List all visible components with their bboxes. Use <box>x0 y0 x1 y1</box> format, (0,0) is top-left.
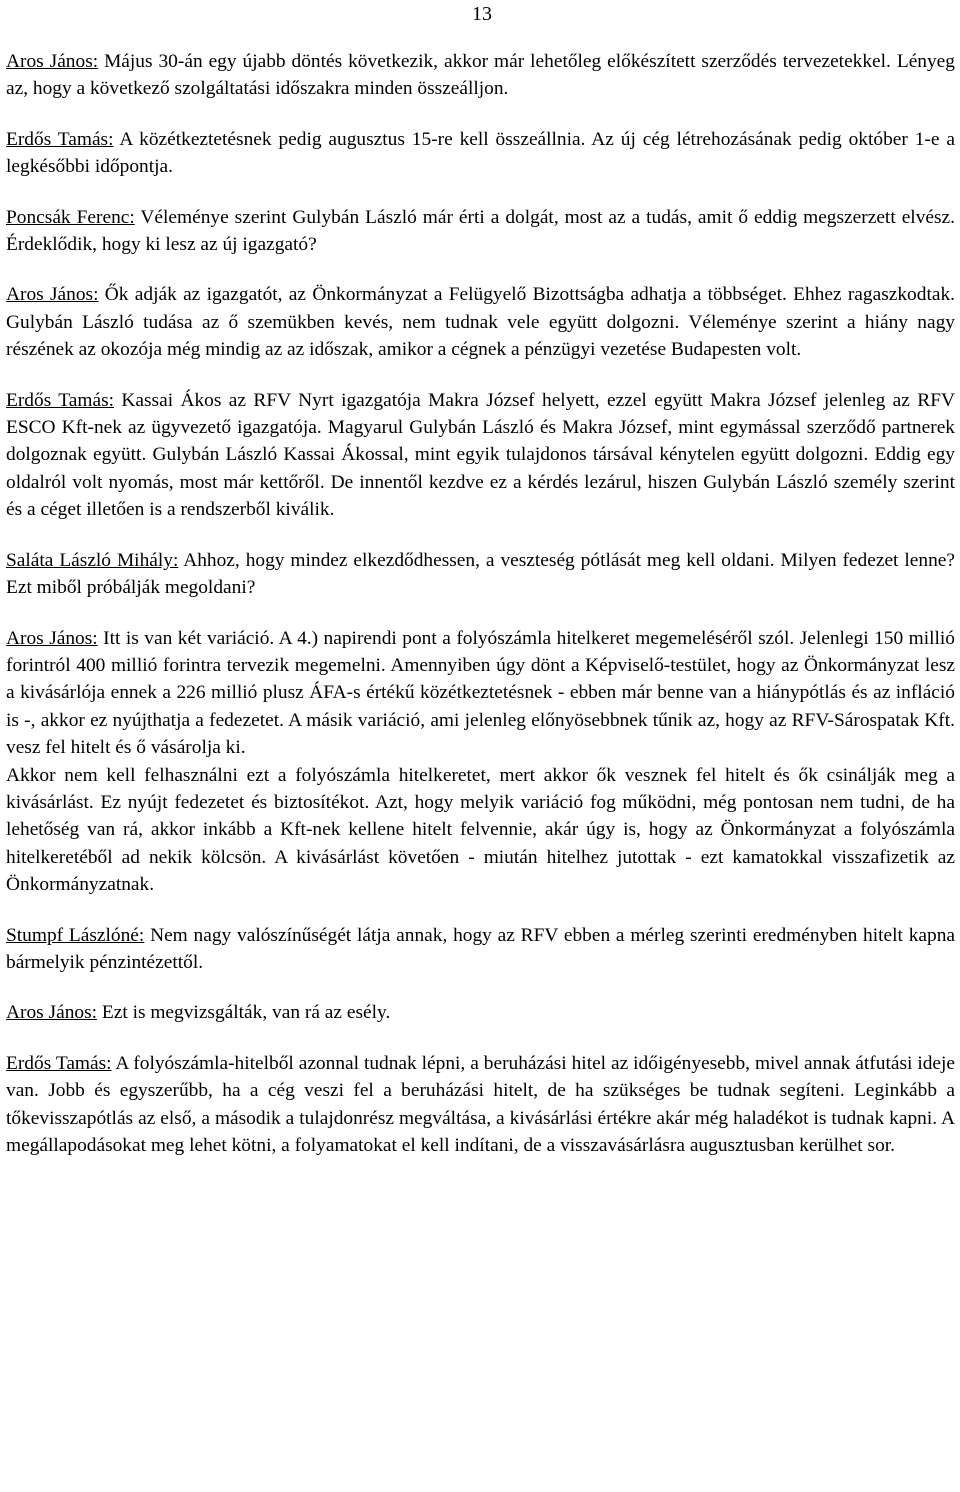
paragraph-text: A folyószámla-hitelből azonnal tudnak lépni, a beruházási hitel az időigényesebb, mivel annak átfutási ideje van. Jobb és egyszerűbb, ha a cég veszi fel a beruházási hitelt, de ha szükséges be tudnak segíteni. Leginkább a tőkevisszapótlás az első, a második a tulajdonrész megváltása, a kivásárlási értékre akár még haladékot is tudnak kapni. A megállapodásokat meg lehet kötni, a folyamatokat el kell indítani, de a visszavásárlásra augusztusban kerülhet sor. <box>6 1052 955 1156</box>
paragraph-6 <box>6 547 955 602</box>
paragraph-10 <box>6 999 955 1026</box>
paragraph-11 <box>6 1050 955 1160</box>
paragraph-5 <box>6 387 955 524</box>
paragraph-text: Nem nagy valószínűségét látja annak, hogy az RFV ebben a mérleg szerinti eredményben hitelt kapna bármelyik pénzintézettől. <box>6 924 955 973</box>
page-number: 13 <box>472 3 492 25</box>
paragraph-text: Itt is van két variáció. A 4.) napirendi pont a folyószámla hitelkeret megemeléséről szól. Jelenlegi 150 millió forintról 400 millió forintra tervezik megemelni. Amennyiben úgy dönt a Képviselő-testület, hogy az Önkormányzat lesz a kivásárlója ennek a 226 millió plusz ÁFA-s értékű közétkeztetésnek - ebben már benne van a hiánypótlás és az infláció is -, akkor ez nyújthatja a fedezetet. A másik variáció, ami jelenleg előnyösebbnek tűnik az, hogy az RFV-Sárospatak Kft. vesz fel hitelt és ő vásárolja ki. <box>6 627 956 759</box>
paragraph-text: Kassai Ákos az RFV Nyrt igazgatója Makra József helyett, ezzel együtt Makra József jelenleg az RFV ESCO Kft-nek az ügyvezető igazgatója. Magyarul Gulybán László és Makra József, mint egymással szerződő partnerek dolgoznak együtt. Gulybán László Kassai Ákossal, mint egyik tulajdonos társával kénytelen együtt dolgozni. Eddig egy oldalról volt nyomás, most már kettőről. De innentől kezdve ez a kérdés lezárul, hiszen Gulybán László személy szerint és a céget illetően is a rendszerből kiválik. <box>6 389 955 521</box>
speaker-name: Erdős Tamás: <box>6 389 114 411</box>
paragraph-8 <box>6 762 955 899</box>
paragraph-4 <box>6 281 955 363</box>
paragraph-text: Ezt is megvizsgálták, van rá az esély. <box>97 1002 391 1024</box>
paragraph-text: Május 30-án egy újabb döntés következik, akkor már lehetőleg előkészített szerződés tervezetekkel. Lényeg az, hogy a következő szolgáltatási időszakra minden összeálljon. <box>6 51 955 100</box>
paragraph-7 <box>6 625 955 762</box>
speaker-name: Aros János: <box>6 1002 98 1024</box>
paragraph-text: Ők adják az igazgatót, az Önkormányzat a Felügyelő Bizottságba adhatja a többséget. Ehhez ragaszkodtak. Gulybán László tudása az ő szemükben kevés, nem tudnak vele együtt dolgozni. Véleménye szerint a hiány nagy részének az okozója még mindig az az időszak, amikor a cégnek a pénzügyi vezetése Budapesten volt. <box>6 284 955 361</box>
paragraph-text: A közétkeztetésnek pedig augusztus 15-re kell összeállnia. Az új cég létrehozásának pedig október 1-e a legkésőbbi időpontja. <box>6 128 955 178</box>
speaker-name: Aros János: <box>6 627 98 649</box>
speaker-name: Poncsák Ferenc: <box>6 206 135 228</box>
paragraph-text: Akkor nem kell felhasználni ezt a folyószámla hitelkeretet, mert akkor ők vesznek fel hitelt és ők csinálják meg a kivásárlást. Ez nyújt fedezetet és biztosítékot. Azt, hogy melyik variáció fog működni, még pontosan nem tudni, de ha lehetőség van rá, akkor inkább a Kft-nek kellene hitelt felvennie, akár úgy is, hogy az Önkormányzat a folyószámla hitelkeretéből ad nekik kölcsön. A kivásárlást követően - miután hitelhez jutottak - ezt kamatokkal visszafizetik az Önkormányzatnak. <box>6 764 955 896</box>
paragraph-1 <box>6 48 955 103</box>
paragraph-9 <box>6 922 955 977</box>
speaker-name: Aros János: <box>6 51 99 72</box>
speaker-name: Saláta László Mihály: <box>6 549 179 571</box>
speaker-name: Erdős Tamás: <box>6 1052 112 1074</box>
paragraph-text: Véleménye szerint Gulybán László már érti a dolgát, most az a tudás, amit ő eddig megszerzett elvész. Érdeklődik, hogy ki lesz az új igazgató? <box>6 206 955 256</box>
paragraph-3 <box>6 204 955 259</box>
paragraph-2 <box>6 126 955 181</box>
speaker-name: Erdős Tamás: <box>6 128 114 150</box>
paragraph-text: Ahhoz, hogy mindez elkezdődhessen, a veszteség pótlását meg kell oldani. Milyen fedezet lenne? Ezt miből próbálják megoldani? <box>6 549 955 599</box>
speaker-name: Stumpf Lászlóné: <box>6 924 145 946</box>
minutes-body <box>6 48 955 1182</box>
speaker-name: Aros János: <box>6 284 99 306</box>
